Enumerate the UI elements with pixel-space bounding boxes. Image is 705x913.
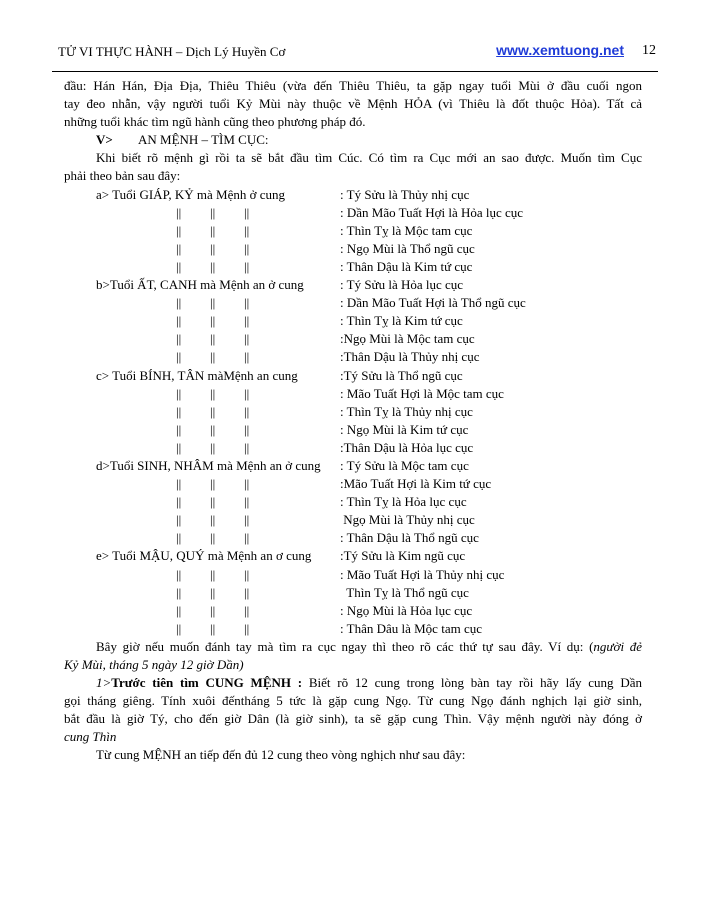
cuc-value: : Dần Mão Tuất Hợi là Thổ ngũ cục <box>340 295 526 311</box>
ditto-marks <box>176 475 278 493</box>
cuc-row <box>64 439 642 457</box>
ditto-marks <box>176 258 278 276</box>
ditto-mark: || <box>176 512 182 528</box>
ditto-mark: || <box>176 295 182 311</box>
ditto-mark: || <box>244 494 250 510</box>
cuc-table <box>64 186 642 638</box>
cuc-row <box>64 421 642 439</box>
cuc-value: : Dần Mão Tuất Hợi là Hỏa lục cục <box>340 204 524 220</box>
ditto-marks <box>176 493 278 511</box>
intro-line: những tuổi khác tìm ngũ hành cũng theo phương pháp đó. <box>64 114 366 130</box>
step1-bold: Trước tiên tìm CUNG MỆNH : <box>111 675 303 691</box>
example-italic-line: Kỷ Mùi, tháng 5 ngày 12 giờ Dần) <box>64 657 244 672</box>
cuc-row <box>64 620 642 638</box>
ditto-mark: || <box>244 313 250 329</box>
example-italic: người đẻ <box>593 638 643 654</box>
ditto-mark: || <box>210 295 216 311</box>
cuc-row <box>64 566 642 584</box>
ditto-mark: || <box>176 258 182 274</box>
cuc-row <box>64 403 642 421</box>
ditto-mark: || <box>210 403 216 419</box>
cuc-value: : Thìn Tỵ là Mộc tam cục <box>340 222 473 238</box>
ditto-mark: || <box>176 584 182 600</box>
cuc-value: : Thìn Tỵ là Thủy nhị cục <box>340 403 473 419</box>
step1-number: 1> <box>96 675 112 691</box>
ditto-mark: || <box>210 494 216 510</box>
ditto-marks <box>176 602 278 620</box>
ditto-mark: || <box>176 403 182 419</box>
cuc-group-head <box>64 276 642 294</box>
ditto-mark: || <box>176 439 182 455</box>
cuc-row <box>64 602 642 620</box>
cuc-row <box>64 348 642 366</box>
cuc-group-head <box>64 547 642 565</box>
ditto-mark: || <box>176 331 182 347</box>
cuc-row <box>64 511 642 529</box>
cuc-row <box>64 204 642 222</box>
cuc-value: :Thân Dậu là Hỏa lục cục <box>340 439 474 455</box>
ditto-mark: || <box>244 258 250 274</box>
ditto-mark: || <box>176 476 182 492</box>
ditto-mark: || <box>244 331 250 347</box>
cuc-row <box>64 330 642 348</box>
cuc-row <box>64 312 642 330</box>
ditto-mark: || <box>176 530 182 546</box>
group-label: c> Tuổi BÍNH, TÂN màMệnh an cung <box>96 367 298 383</box>
ditto-marks <box>176 566 278 584</box>
ditto-mark: || <box>210 566 216 582</box>
cuc-value: : Ngọ Mùi là Thổ ngũ cục <box>340 240 475 256</box>
ditto-mark: || <box>176 566 182 582</box>
ditto-mark: || <box>244 240 250 256</box>
section-text: Khi biết rõ mệnh gì rồi ta sẽ bắt đầu tìm Cúc. Có tìm ra Cục mới an sao được. Muốn tìm Cục <box>96 150 642 166</box>
ditto-mark: || <box>210 584 216 600</box>
ditto-mark: || <box>210 476 216 492</box>
ditto-mark: || <box>244 439 250 455</box>
group-label: d>Tuổi SINH, NHÂM mà Mệnh an ở cung <box>96 457 321 473</box>
cuc-group-head <box>64 186 642 204</box>
step1-line: bắt đầu là giờ Tý, cho đến giờ Dân (là giờ sinh), ta sẽ gặp cung Thìn. Vậy mệnh người này đóng ở <box>64 711 642 727</box>
cuc-value: : Mão Tuất Hợi là Thủy nhị cục <box>340 566 505 582</box>
ditto-mark: || <box>244 295 250 311</box>
ditto-mark: || <box>176 349 182 365</box>
cuc-value: :Ngọ Mùi là Mộc tam cục <box>340 331 475 347</box>
cuc-row <box>64 222 642 240</box>
ditto-mark: || <box>210 421 216 437</box>
ditto-marks <box>176 385 278 403</box>
ditto-marks <box>176 421 278 439</box>
group-value: :Tý Sửu là Kim ngũ cục <box>340 548 466 564</box>
intro-line: đầu: Hán Hán, Địa Địa, Thiêu Thiêu (vừa đến Thiêu Thiêu, ta gặp ngay tuổi Mùi ở đầu cuối ngon <box>64 78 642 93</box>
ditto-mark: || <box>210 331 216 347</box>
example-line <box>64 638 642 656</box>
group-label: e> Tuổi MẬU, QUÝ mà Mệnh an ơ cung <box>96 548 312 564</box>
ditto-mark: || <box>176 222 182 238</box>
cuc-row <box>64 258 642 276</box>
cuc-value: : Thìn Tỵ là Kim tứ cục <box>340 313 463 329</box>
ditto-mark: || <box>244 530 250 546</box>
ditto-marks <box>176 439 278 457</box>
group-value: : Tý Sửu là Thủy nhị cục <box>340 186 470 202</box>
ditto-mark: || <box>176 494 182 510</box>
ditto-marks <box>176 403 278 421</box>
cuc-value: : Thân Dậu là Thổ ngũ cục <box>340 530 479 546</box>
closing-line: Từ cung MỆNH an tiếp đến đủ 12 cung theo vòng nghịch như sau đây: <box>96 747 466 763</box>
ditto-mark: || <box>244 204 250 220</box>
cuc-row <box>64 385 642 403</box>
cuc-value: : Ngọ Mùi là Kim tứ cục <box>340 421 469 437</box>
section-number: V> <box>96 132 113 148</box>
step1-italic-end: cung Thìn <box>64 729 117 745</box>
group-label: b>Tuổi ẤT, CANH mà Mệnh an ở cung <box>96 277 304 293</box>
example-text: Bây giờ nếu muốn đánh tay mà tìm ra cục ngay thì theo rõ các thứ tự sau đây. Ví dụ: ( <box>96 638 594 654</box>
ditto-mark: || <box>176 313 182 329</box>
ditto-mark: || <box>210 222 216 238</box>
ditto-marks <box>176 240 278 258</box>
cuc-group-head <box>64 367 642 385</box>
ditto-marks <box>176 204 278 222</box>
header-title: TỬ VI THỰC HÀNH – Dịch Lý Huyền Cơ <box>58 44 286 59</box>
ditto-marks <box>176 222 278 240</box>
ditto-mark: || <box>176 421 182 437</box>
ditto-marks <box>176 348 278 366</box>
cuc-value: : Ngọ Mùi là Hỏa lục cục <box>340 602 473 618</box>
group-value: :Tý Sửu là Thổ ngũ cục <box>340 367 463 383</box>
ditto-mark: || <box>210 620 216 636</box>
step1-heading-line <box>64 674 642 692</box>
cuc-value: : Thân Dậu là Kim tứ cục <box>340 258 473 274</box>
ditto-mark: || <box>244 421 250 437</box>
ditto-mark: || <box>210 258 216 274</box>
ditto-mark: || <box>176 620 182 636</box>
cuc-value: : Mão Tuất Hợi là Mộc tam cục <box>340 385 504 401</box>
ditto-marks <box>176 620 278 638</box>
header-website-link[interactable]: www.xemtuong.net <box>496 42 624 58</box>
ditto-mark: || <box>244 385 250 401</box>
cuc-value: :Mão Tuất Hợi là Kim tứ cục <box>340 476 492 492</box>
ditto-marks <box>176 294 278 312</box>
ditto-mark: || <box>244 403 250 419</box>
ditto-mark: || <box>244 222 250 238</box>
step1-line: gọi tháng giêng. Tính xuôi đếntháng 5 tức là gặp cung Ngọ. Từ cung Ngọ đánh nghịch lại giờ sinh, <box>64 693 642 709</box>
cuc-row <box>64 294 642 312</box>
ditto-mark: || <box>244 584 250 600</box>
cuc-row <box>64 475 642 493</box>
section-title: AN MỆNH – TÌM CỤC: <box>138 132 269 148</box>
ditto-mark: || <box>210 512 216 528</box>
ditto-mark: || <box>210 349 216 365</box>
cuc-row <box>64 240 642 258</box>
page-number: 12 <box>642 43 656 58</box>
group-label: a> Tuổi GIÁP, KỶ mà Mệnh ở cung <box>96 186 285 202</box>
cuc-value: :Thân Dậu là Thủy nhị cục <box>340 349 480 365</box>
header-divider <box>52 71 658 72</box>
ditto-mark: || <box>210 240 216 256</box>
ditto-mark: || <box>244 476 250 492</box>
cuc-value: : Thìn Tỵ là Hỏa lục cục <box>340 494 467 510</box>
ditto-mark: || <box>176 240 182 256</box>
cuc-value: Thìn Tỵ là Thổ ngũ cục <box>340 584 469 600</box>
ditto-marks <box>176 529 278 547</box>
document-body <box>64 77 642 765</box>
ditto-mark: || <box>176 602 182 618</box>
ditto-mark: || <box>244 566 250 582</box>
ditto-mark: || <box>244 349 250 365</box>
cuc-row <box>64 493 642 511</box>
cuc-group-head <box>64 457 642 475</box>
page-header <box>58 40 656 62</box>
cuc-value: Ngọ Mùi là Thủy nhị cục <box>340 512 475 528</box>
group-value: : Tý Sửu là Hỏa lục cục <box>340 277 464 293</box>
cuc-value: : Thân Dâu là Mộc tam cục <box>340 620 482 636</box>
ditto-mark: || <box>244 602 250 618</box>
ditto-mark: || <box>244 512 250 528</box>
ditto-marks <box>176 312 278 330</box>
ditto-mark: || <box>210 385 216 401</box>
intro-line: tay đeo nhẫn, vậy người tuổi Kỷ Mùi này thuộc về Mệnh HỎA (vì Thiêu là đốt thuộc Hỏa). Tất cả <box>64 96 642 112</box>
ditto-marks <box>176 330 278 348</box>
cuc-row <box>64 584 642 602</box>
ditto-mark: || <box>210 313 216 329</box>
cuc-row <box>64 529 642 547</box>
ditto-mark: || <box>210 204 216 220</box>
ditto-mark: || <box>210 439 216 455</box>
ditto-mark: || <box>244 620 250 636</box>
ditto-mark: || <box>210 602 216 618</box>
ditto-mark: || <box>176 204 182 220</box>
section-text: phải theo bản sau đây: <box>64 168 181 184</box>
group-value: : Tý Sửu là Mộc tam cục <box>340 457 469 473</box>
section-heading <box>64 131 642 149</box>
step1-text: Biết rõ 12 cung trong lòng bàn tay rồi hãy lấy cung Dần <box>302 675 642 691</box>
ditto-mark: || <box>210 530 216 546</box>
ditto-marks <box>176 511 278 529</box>
ditto-mark: || <box>176 385 182 401</box>
ditto-marks <box>176 584 278 602</box>
